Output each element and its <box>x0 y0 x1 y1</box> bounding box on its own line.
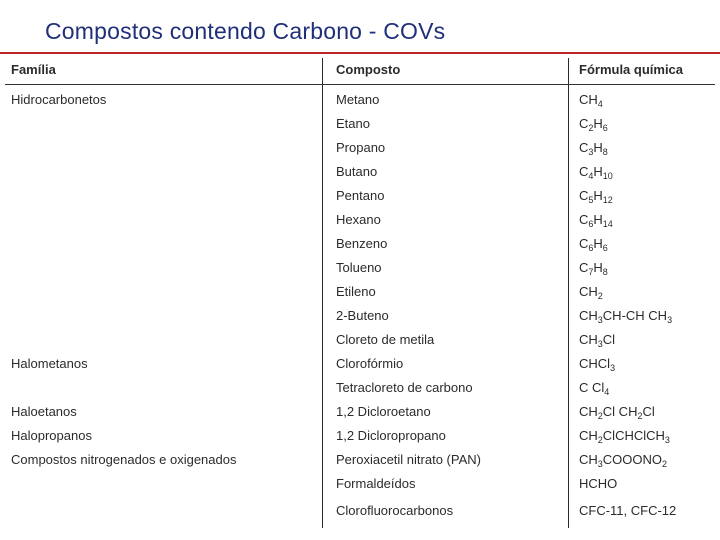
cell-familia: Haloetanos <box>11 404 77 419</box>
formula-subscript: 6 <box>602 123 608 133</box>
cell-familia: Hidrocarbonetos <box>11 92 107 107</box>
formula-text: Cl CH <box>602 404 638 419</box>
table-row <box>0 232 720 256</box>
cell-formula <box>579 424 670 448</box>
formula-subscript: 3 <box>597 315 603 325</box>
formula-text: H <box>593 260 603 275</box>
cell-composto: Peroxiacetil nitrato (PAN) <box>336 452 481 467</box>
formula-text: H <box>593 188 603 203</box>
cell-formula <box>579 376 609 400</box>
formula-subscript: 8 <box>602 147 608 157</box>
formula-subscript: 12 <box>602 195 613 205</box>
formula-text: CFC-11, CFC-12 <box>579 503 677 518</box>
cell-composto: Butano <box>336 164 378 179</box>
formula-subscript: 14 <box>602 219 613 229</box>
formula-text: COOONO <box>602 452 663 467</box>
cell-familia: Halometanos <box>11 356 88 371</box>
formula-text: Cl <box>642 404 655 419</box>
formula-text: H <box>593 236 603 251</box>
formula-subscript: 2 <box>597 411 603 421</box>
slide-title: Compostos contendo Carbono - COVs <box>45 18 446 44</box>
cell-composto: Formaldeídos <box>336 476 416 491</box>
formula-text: CH <box>579 308 598 323</box>
cell-formula <box>579 112 608 136</box>
cell-formula <box>579 136 608 160</box>
formula-text: Cl <box>602 332 616 347</box>
formula-subscript: 4 <box>588 171 594 181</box>
cell-composto: Metano <box>336 92 380 107</box>
formula-subscript: 2 <box>637 411 643 421</box>
table-row <box>0 499 720 523</box>
table-row <box>0 472 720 496</box>
formula-text: CH-CH CH <box>602 308 668 323</box>
cell-composto: 1,2 Dicloropropano <box>336 428 446 443</box>
table-row <box>0 352 720 376</box>
cell-composto: Propano <box>336 140 386 155</box>
title-underline <box>0 52 720 54</box>
cell-formula <box>579 304 672 328</box>
header-familia: Família <box>11 62 56 77</box>
table-row <box>0 280 720 304</box>
table-row <box>0 112 720 136</box>
formula-text: CH <box>579 332 598 347</box>
formula-text: C <box>579 140 589 155</box>
formula-subscript: 3 <box>610 363 616 373</box>
cell-formula <box>579 400 655 424</box>
formula-text: HCHO <box>579 476 618 491</box>
formula-text: C <box>579 260 589 275</box>
formula-text: H <box>593 116 603 131</box>
table-row <box>0 160 720 184</box>
formula-subscript: 6 <box>588 219 594 229</box>
compounds-table <box>0 58 720 536</box>
table-row <box>0 328 720 352</box>
formula-text: CH <box>579 92 598 107</box>
cell-composto: Etano <box>336 116 370 131</box>
formula-text: CHCl <box>579 356 611 371</box>
formula-text: H <box>593 212 603 227</box>
cell-formula <box>579 352 615 376</box>
cell-formula <box>579 160 613 184</box>
table-row <box>0 448 720 472</box>
formula-text: H <box>593 140 603 155</box>
cell-composto: Benzeno <box>336 236 388 251</box>
formula-subscript: 3 <box>664 435 670 445</box>
formula-subscript: 3 <box>588 147 594 157</box>
formula-subscript: 2 <box>597 435 603 445</box>
formula-text: C Cl <box>579 380 605 395</box>
formula-subscript: 8 <box>602 267 608 277</box>
cell-formula <box>579 208 613 232</box>
formula-subscript: 2 <box>588 123 594 133</box>
cell-composto: Hexano <box>336 212 381 227</box>
table-row <box>0 376 720 400</box>
cell-composto: Etileno <box>336 284 376 299</box>
header-composto: Composto <box>336 62 401 77</box>
cell-composto: Clorofórmio <box>336 356 404 371</box>
cell-composto: 1,2 Dicloroetano <box>336 404 431 419</box>
table-row <box>0 208 720 232</box>
formula-text: C <box>579 236 589 251</box>
table-row <box>0 184 720 208</box>
cell-formula <box>579 256 608 280</box>
cell-composto: Pentano <box>336 188 385 203</box>
cell-composto: 2-Buteno <box>336 308 389 323</box>
cell-composto: Tetracloreto de carbono <box>336 380 473 395</box>
formula-text: H <box>593 164 603 179</box>
table-row <box>0 304 720 328</box>
formula-subscript: 3 <box>667 315 673 325</box>
formula-text: ClCHClCH <box>602 428 665 443</box>
table-row <box>0 400 720 424</box>
formula-text: C <box>579 212 589 227</box>
table-row <box>0 88 720 112</box>
formula-text: C <box>579 116 589 131</box>
formula-subscript: 6 <box>602 243 608 253</box>
formula-subscript: 2 <box>662 459 668 469</box>
formula-subscript: 4 <box>604 387 610 397</box>
cell-formula <box>579 448 667 472</box>
formula-subscript: 5 <box>588 195 594 205</box>
cell-formula <box>579 232 608 256</box>
cell-formula <box>579 328 615 352</box>
cell-formula <box>579 184 613 208</box>
cell-formula <box>579 280 603 304</box>
cell-formula <box>579 472 617 496</box>
cell-familia: Halopropanos <box>11 428 92 443</box>
cell-formula <box>579 88 603 112</box>
table-row <box>0 256 720 280</box>
formula-text: CH <box>579 428 598 443</box>
formula-subscript: 4 <box>597 99 603 109</box>
formula-text: CH <box>579 404 598 419</box>
cell-formula <box>579 499 676 523</box>
table-row <box>0 136 720 160</box>
formula-subscript: 3 <box>597 339 603 349</box>
cell-composto: Tolueno <box>336 260 382 275</box>
header-formula: Fórmula química <box>579 62 684 77</box>
cell-composto: Clorofluorocarbonos <box>336 503 454 518</box>
header-rule <box>5 84 715 85</box>
formula-text: CH <box>579 284 598 299</box>
formula-text: C <box>579 188 589 203</box>
formula-subscript: 6 <box>588 243 594 253</box>
formula-subscript: 7 <box>588 267 594 277</box>
formula-subscript: 2 <box>597 291 603 301</box>
cell-familia: Compostos nitrogenados e oxigenados <box>11 452 237 467</box>
table-header-row <box>0 58 720 82</box>
formula-subscript: 3 <box>597 459 603 469</box>
table-row <box>0 424 720 448</box>
formula-text: CH <box>579 452 598 467</box>
formula-subscript: 10 <box>602 171 613 181</box>
formula-text: C <box>579 164 589 179</box>
cell-composto: Cloreto de metila <box>336 332 435 347</box>
